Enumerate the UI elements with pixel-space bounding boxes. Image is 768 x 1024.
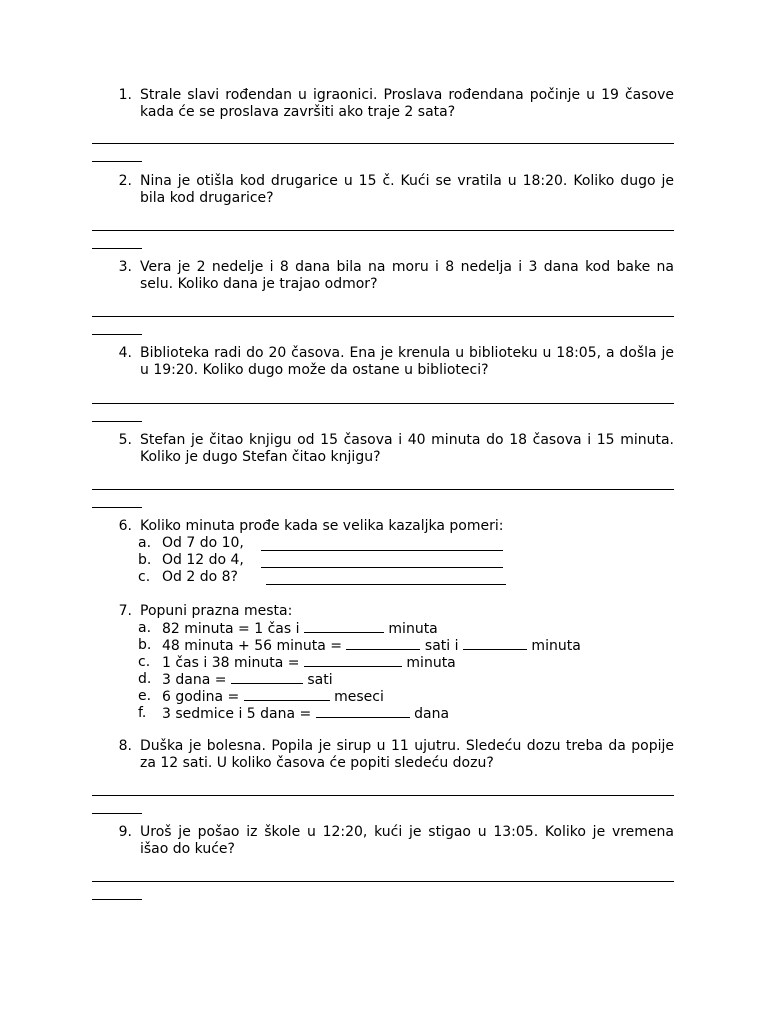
question-text: Nina je otišla kod drugarice u 15 č. Kući se vratila u 18:20. Koliko dugo je bila kod drugarice? bbox=[140, 173, 674, 206]
answer-line-continuation bbox=[92, 248, 142, 249]
sub-item-letter: d. bbox=[138, 671, 152, 687]
answer-line bbox=[261, 567, 503, 568]
sub-item-text: 1 čas i 38 minuta = minuta bbox=[162, 655, 456, 671]
answer-line-continuation bbox=[92, 507, 142, 508]
sub-item-f bbox=[0, 705, 768, 722]
sub-item-text: 6 godina = meseci bbox=[162, 689, 384, 705]
sub-item-text: 82 minuta = 1 čas i minuta bbox=[162, 621, 438, 637]
sub-item-text: 48 minuta + 56 minuta = sati i minuta bbox=[162, 638, 581, 654]
sub-item-b bbox=[0, 552, 768, 569]
fill-blank bbox=[304, 654, 402, 667]
sub-item-text: Od 12 do 4, bbox=[162, 552, 244, 568]
sub-item-b bbox=[0, 637, 768, 654]
answer-line-continuation bbox=[92, 161, 142, 162]
fill-blank bbox=[346, 637, 420, 650]
question-text: Uroš je pošao iz škole u 12:20, kući je stigao u 13:05. Koliko je vremena išao do kuće? bbox=[140, 824, 674, 857]
sub-item-text: 3 dana = sati bbox=[162, 672, 333, 688]
sub-item-letter: f. bbox=[138, 705, 147, 721]
sub-item-c bbox=[0, 654, 768, 671]
question-text: Stefan je čitao knjigu od 15 časova i 40 minuta do 18 časova i 15 minuta. Koliko je dugo Stefan čitao knjigu? bbox=[140, 432, 674, 465]
answer-line bbox=[92, 489, 674, 490]
sub-item-letter: e. bbox=[138, 688, 152, 704]
sub-item-letter: b. bbox=[138, 552, 152, 568]
question-text: Vera je 2 nedelje i 8 dana bila na moru i 8 nedelja i 3 dana kod bake na selu. Koliko dana je trajao odmor? bbox=[140, 259, 674, 292]
answer-line bbox=[92, 230, 674, 231]
sub-item-letter: c. bbox=[138, 654, 151, 670]
fill-blank bbox=[304, 620, 384, 633]
question-number: 1. bbox=[118, 87, 132, 103]
sub-item-letter: c. bbox=[138, 569, 151, 585]
answer-line-continuation bbox=[92, 421, 142, 422]
question-text: Popuni prazna mesta: bbox=[140, 603, 293, 619]
answer-line bbox=[92, 316, 674, 317]
sub-item-letter: a. bbox=[138, 620, 152, 636]
sub-item-d bbox=[0, 671, 768, 688]
question-number: 8. bbox=[118, 738, 132, 754]
fill-blank bbox=[244, 688, 330, 701]
question-text: Strale slavi rođendan u igraonici. Proslava rođendana počinje u 19 časove kada će se proslava završiti ako traje 2 sata? bbox=[140, 87, 674, 120]
answer-line bbox=[92, 403, 674, 404]
question-number: 5. bbox=[118, 432, 132, 448]
question-text: Koliko minuta prođe kada se velika kazaljka pomeri: bbox=[140, 518, 504, 534]
sub-item-e bbox=[0, 688, 768, 705]
sub-item-c bbox=[0, 569, 768, 586]
question-text: Biblioteka radi do 20 časova. Ena je krenula u biblioteku u 18:05, a došla je u 19:20. Koliko dugo može da ostane u biblioteci? bbox=[140, 345, 674, 378]
question-number: 6. bbox=[118, 518, 132, 534]
answer-line bbox=[266, 584, 506, 585]
answer-line bbox=[92, 795, 674, 796]
sub-item-a bbox=[0, 535, 768, 552]
sub-item-a bbox=[0, 620, 768, 637]
sub-item-letter: a. bbox=[138, 535, 152, 551]
question-number: 3. bbox=[118, 259, 132, 275]
question-number: 2. bbox=[118, 173, 132, 189]
answer-line bbox=[261, 550, 503, 551]
sub-item-letter: b. bbox=[138, 637, 152, 653]
question-number: 4. bbox=[118, 345, 132, 361]
question-number: 7. bbox=[118, 603, 132, 619]
answer-line-continuation bbox=[92, 813, 142, 814]
sub-item-text: 3 sedmice i 5 dana = dana bbox=[162, 706, 450, 722]
answer-line bbox=[92, 881, 674, 882]
fill-blank bbox=[316, 705, 410, 718]
fill-blank bbox=[463, 637, 527, 650]
fill-blank bbox=[231, 671, 303, 684]
sub-item-text: Od 7 do 10, bbox=[162, 535, 244, 551]
sub-item-text: Od 2 do 8? bbox=[162, 569, 238, 585]
question-text: Duška je bolesna. Popila je sirup u 11 ujutru. Sledeću dozu treba da popije za 12 sati. U koliko časova će popiti sledeću dozu? bbox=[140, 738, 674, 771]
answer-line-continuation bbox=[92, 899, 142, 900]
answer-line bbox=[92, 143, 674, 144]
question-number: 9. bbox=[118, 824, 132, 840]
answer-line-continuation bbox=[92, 334, 142, 335]
